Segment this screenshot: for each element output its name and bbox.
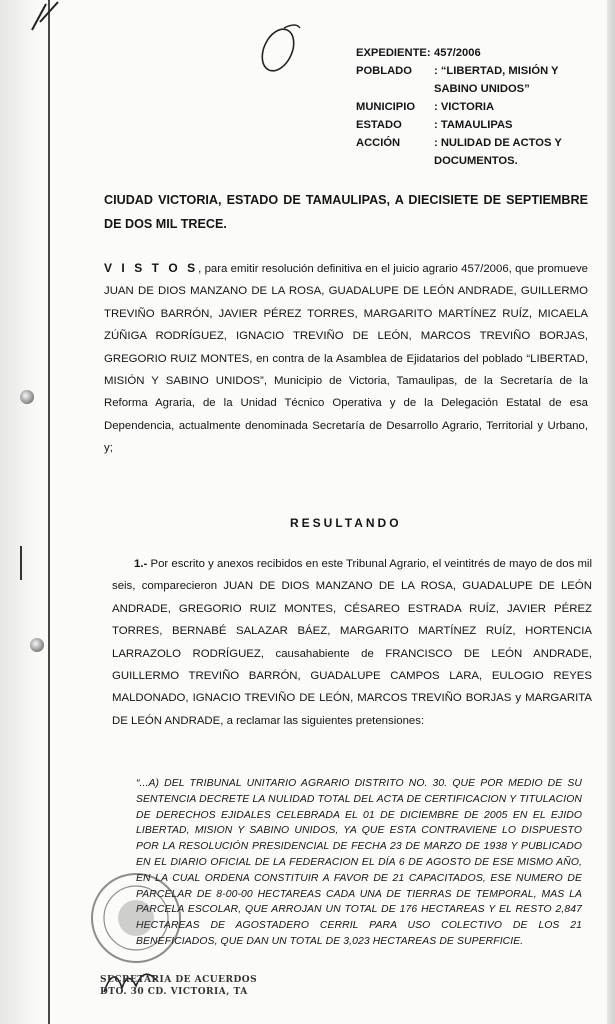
municipio-value: : VICTORIA [434,101,495,113]
estado-label: ESTADO [356,119,402,131]
stamp-line-2: DTO. 30 CD. VICTORIA, TA [100,987,248,997]
page-left-edge [0,0,38,1024]
city-date-line: CIUDAD VICTORIA, ESTADO DE TAMAULIPAS, A DIECISIETE DE SEPTIEMBRE DE DOS MIL TRECE. [104,193,588,231]
vistos-text: , para emitir resolución definitiva en el juicio agrario 457/2006, que promueve JUAN DE DIOS MANZANO DE LA ROSA, GUADALUPE DE LEÓN ANDRADE, GUILLERMO TREVIÑO BARRÓN, JAVIER PÉREZ TORRES, MARGARITO MARTÍNEZ RUÍZ, MICAELA ZÚÑIGA RODRÍGUEZ, IGNACIO TREVIÑO DE LEÓN, MARCOS TREVIÑO BORJAS, GREGORIO RUIZ MONTES, en contra de la Asamblea de Ejidatarios del poblado “LIBERTAD, MISIÓN Y SABINO UNIDOS”, Municipio de Victoria, Tamaulipas, de la Secretaría de la Reforma Agraria, de la Unidad Técnico Operativa y de la Delegación Estatal de esa Dependencia, actualmente denominada Secretaría de Desarrollo Agrario, Territorial y Urbano, y; [104,263,588,455]
punch-hole-icon [30,638,44,652]
accion-value: : NULIDAD DE ACTOS Y DOCUMENTOS. [434,137,562,167]
header-row-accion [356,134,596,170]
expediente-value: 457/2006 [434,47,481,59]
header-row-poblado [356,62,596,98]
poblado-value: : “LIBERTAD, MISIÓN Y SABINO UNIDOS” [434,65,559,95]
header-row-municipio [356,98,596,116]
paragraph-1-text: Por escrito y anexos recibidos en este Tribunal Agrario, el veintitrés de mayo de dos mil seis, comparecieron JUAN DE DIOS MANZANO DE LA ROSA, GUADALUPE DE LEÓN ANDRADE, GREGORIO RUIZ MONTES, CÉSAREO ESTRADA RUÍZ, JAVIER PÉREZ TORRES, BERNABÉ SALAZAR BÁEZ, MARGARITO MARTÍNEZ RUÍZ, HORTENCIA LARRAZOLO RODRÍGUEZ, causahabiente de FRANCISCO DE LEÓN ANDRADE, GUILLERMO TREVIÑO BARRÓN, GUADALUPE CAMPOS LARA, EULOGIO REYES MALDONADO, IGNACIO TREVIÑO DE LEÓN, MARCOS TREVIÑO BORJAS y MARGARITA DE LEÓN ANDRADE, a reclamar las siguientes pretensiones: [112,558,592,727]
resultando-paragraph-1 [112,553,592,732]
accion-label: ACCIÓN [356,137,401,149]
municipio-label: MUNICIPIO [356,101,416,113]
vistos-lead: V I S T O S [104,261,199,275]
case-header [356,44,596,170]
quoted-pretension: “...A) DEL TRIBUNAL UNITARIO AGRARIO DISTRITO NO. 30. QUE POR MEDIO DE SU SENTENCIA DECRETE LA NULIDAD TOTAL DEL ACTA DE CERTIFICACION Y TITULACION DE DERECHOS EJIDALES CELEBRADA EL 01 DE DICIEMBRE DE 2005 EN EL EJIDO LIBERTAD, MISION Y SABINO UNIDOS, YA QUE ESTA CONTRAVIENE LO DISPUESTO POR LA RESOLUCIÓN PRESIDENCIAL DE FECHA 23 DE MARZO DE 1938 Y PUBLICADO EN EL DIARIO OFICIAL DE LA FEDERACION EL DÍA 6 DE AGOSTO DE ESE MISMO AÑO, EN LA CUAL ORDENA CONSTITUIR A FAVOR DE 21 CAPACITADOS, ESE NUMERO DE PARCELAR DE 8-00-00 HECTAREAS CADA UNA DE TIERRAS DE TEMPORAL, MAS LA PARCELA ESCOLAR, QUE ARROJAN UN TOTAL DE 176 HECTAREAS Y EL RESTO 2,847 HECTAREAS DE AGOSTADERO CERRIL PARA USO COLECTIVO DE LOS 21 BENEFICIADOS, QUE DAN UN TOTAL DE 3,023 HECTAREAS DE SUPERFICIE. [136,778,582,947]
handwritten-zero-mark [250,20,306,76]
paragraph-number: 1.- [134,558,148,570]
punch-hole-icon [20,390,34,404]
expediente-label: EXPEDIENTE: [356,47,431,59]
poblado-label: POBLADO [356,65,412,77]
header-row-estado [356,116,596,134]
estado-value: : TAMAULIPAS [434,119,513,131]
pen-scribble-icon [28,0,68,40]
resultando-heading: RESULTANDO [290,516,402,530]
stamp-footer [100,974,300,998]
page-right-edge [607,0,615,1024]
header-row-expediente [356,44,596,62]
stamp-line-1: SECRETARIA DE ACUERDOS [100,975,258,985]
vistos-paragraph [104,257,588,460]
margin-mark [20,546,22,580]
court-seal-stamp-icon [88,870,184,966]
page-fold-line [48,0,50,1024]
